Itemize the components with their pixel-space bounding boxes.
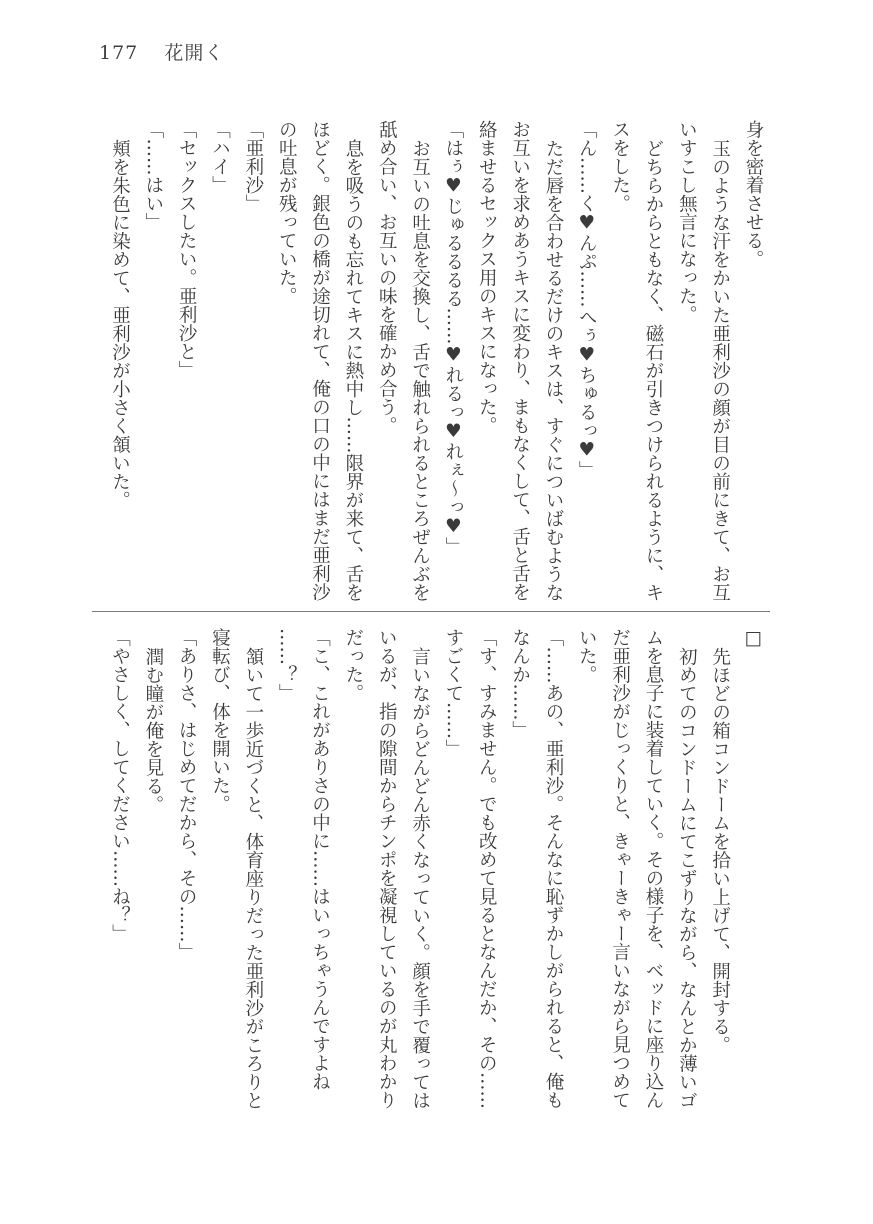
text-line: なんか……」 (509, 628, 531, 739)
text-line: 「ハイ」 (209, 120, 231, 194)
text-line: 「はぅ♥じゅるるるる……♥れるっ♥れぇ〜っ♥」 (442, 120, 464, 556)
text-line: お互いの吐息を交換し、舌で触れられるところぜんぶを (409, 138, 431, 601)
text-line: 頬を朱色に染めて、亜利沙が小さく頷いた。 (109, 138, 131, 509)
text-line: 「こ、これがありさの中に……はいっちゃうんですよね (309, 628, 331, 1091)
text-line: ほどく。銀色の橋が途切れて、俺の口の中にはまだ亜利沙 (309, 120, 331, 601)
text-line: 玉のような汗をかいた亜利沙の顔が目の前にきて、お互 (709, 138, 731, 601)
text-line: 初めてのコンドームにてこずりながら、なんとか薄いゴ (676, 646, 698, 1109)
text-line: いるが、指の隙間からチンポを凝視しているのが丸わかり (376, 628, 398, 1109)
text-line: スをした。 (609, 120, 631, 213)
text-line: いた。 (576, 628, 598, 684)
text-line: どちらからともなく、磁石が引きつけられるように、キ (642, 138, 664, 601)
text-line: いすこし無言になった。 (676, 120, 698, 324)
page-number: 177 (99, 42, 139, 64)
text-line: 「やさしく、してください……ね？」 (109, 628, 131, 943)
text-line: □ (743, 628, 764, 649)
text-line: 「亜利沙」 (242, 120, 264, 213)
text-line: 「……はい」 (142, 120, 164, 231)
text-line: お互いを求めあうキスに変わり、まもなくして、舌と舌を (509, 120, 531, 601)
section-divider-line (92, 611, 770, 612)
chapter-title: 花開く (164, 42, 225, 64)
text-line: 「す、すみません。でも改めて見るとなんだか、その…… (476, 628, 498, 1109)
text-line: すごくて……」 (442, 628, 464, 758)
text-line: ムを息子に装着していく。その様子を、ベッドに座り込ん (642, 628, 664, 1109)
text-line: 寝転び、体を開いた。 (209, 628, 231, 813)
text-line: 「……あの、亜利沙。そんなに恥ずかしがられると、俺も (542, 628, 564, 1109)
text-line: 絡ませるセックス用のキスになった。 (476, 120, 498, 435)
text-line: 潤む瞳が俺を見る。 (142, 646, 164, 813)
top-text-block (103, 120, 770, 602)
text-line: ただ唇を合わせるだけのキスは、すぐについばむような (542, 138, 564, 601)
text-line: 先ほどの箱コンドームを拾い上げて、開封する。 (709, 646, 731, 1054)
text-line: 頷いて一歩近づくと、体育座りだった亜利沙がころりと (242, 646, 264, 1109)
bottom-text-block (103, 628, 770, 1110)
running-head (99, 38, 224, 65)
text-line: 息を吸うのも忘れてキスに熱中し……限界が来て、舌を (342, 138, 364, 601)
text-line: ……？」 (276, 628, 298, 702)
text-line: 「セックスしたい。亜利沙と」 (176, 120, 198, 379)
text-line: 舐め合い、お互いの味を確かめ合う。 (376, 120, 398, 435)
text-line: 「ありさ、はじめてだから、その……」 (176, 628, 198, 961)
text-line: 「ん……く♥んぷ……へぅ♥ちゅるっ♥」 (576, 120, 598, 479)
text-line: 身を密着させる。 (743, 120, 764, 268)
text-line: 言いながらどんどん赤くなっていく。顔を手で覆っては (409, 646, 431, 1109)
text-line: だった。 (342, 628, 364, 702)
text-line: の吐息が残っていた。 (276, 120, 298, 305)
text-line: だ亜利沙がじっくりと、きゃーきゃー言いながら見つめて (609, 628, 631, 1109)
